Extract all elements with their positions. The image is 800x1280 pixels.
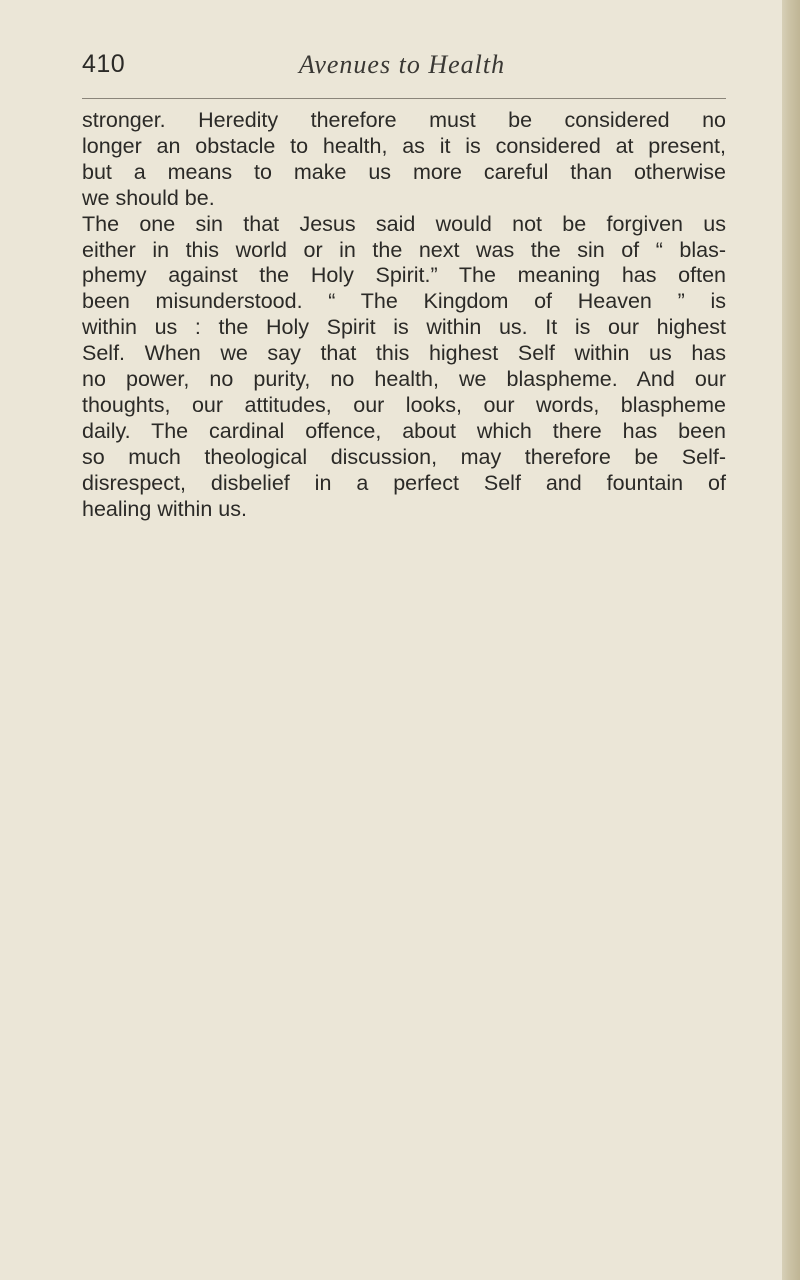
text-line: daily. The cardinal offence, about which there has been [82, 418, 726, 443]
text-line: disrespect, disbelief in a perfect Self and fountain of [82, 470, 726, 495]
page-number: 410 [82, 50, 126, 78]
page-header [82, 50, 722, 90]
page-edge [782, 0, 800, 1280]
text-line: thoughts, our attitudes, our looks, our words, blaspheme [82, 392, 726, 417]
text-line: The one sin that Jesus said would not be forgiven us [82, 211, 726, 236]
text-line: within us : the Holy Spirit is within us. It is our highest [82, 315, 726, 340]
text-line: Self. When we say that this highest Self within us has [82, 341, 726, 366]
running-title: Avenues to Health [298, 50, 506, 79]
text-line: longer an obstacle to health, as it is considered at present, [82, 133, 726, 158]
text-line: but a means to make us more careful than otherwise [82, 159, 726, 184]
text-line: stronger. Heredity therefore must be considered no [82, 108, 726, 132]
text-line: no power, no purity, no health, we blaspheme. And our [82, 367, 726, 392]
text-line: been misunderstood. “ The Kingdom of Heaven ” is [82, 289, 726, 314]
text-line: either in this world or in the next was the sin of “ blas- [82, 237, 726, 262]
text-line: we should be. [82, 185, 215, 210]
text-line: phemy against the Holy Spirit.” The meaning has often [82, 263, 726, 288]
body-text [82, 108, 726, 523]
header-rule [82, 98, 726, 99]
text-line: healing within us. [82, 496, 247, 521]
text-line: so much theological discussion, may therefore be Self- [82, 444, 726, 469]
